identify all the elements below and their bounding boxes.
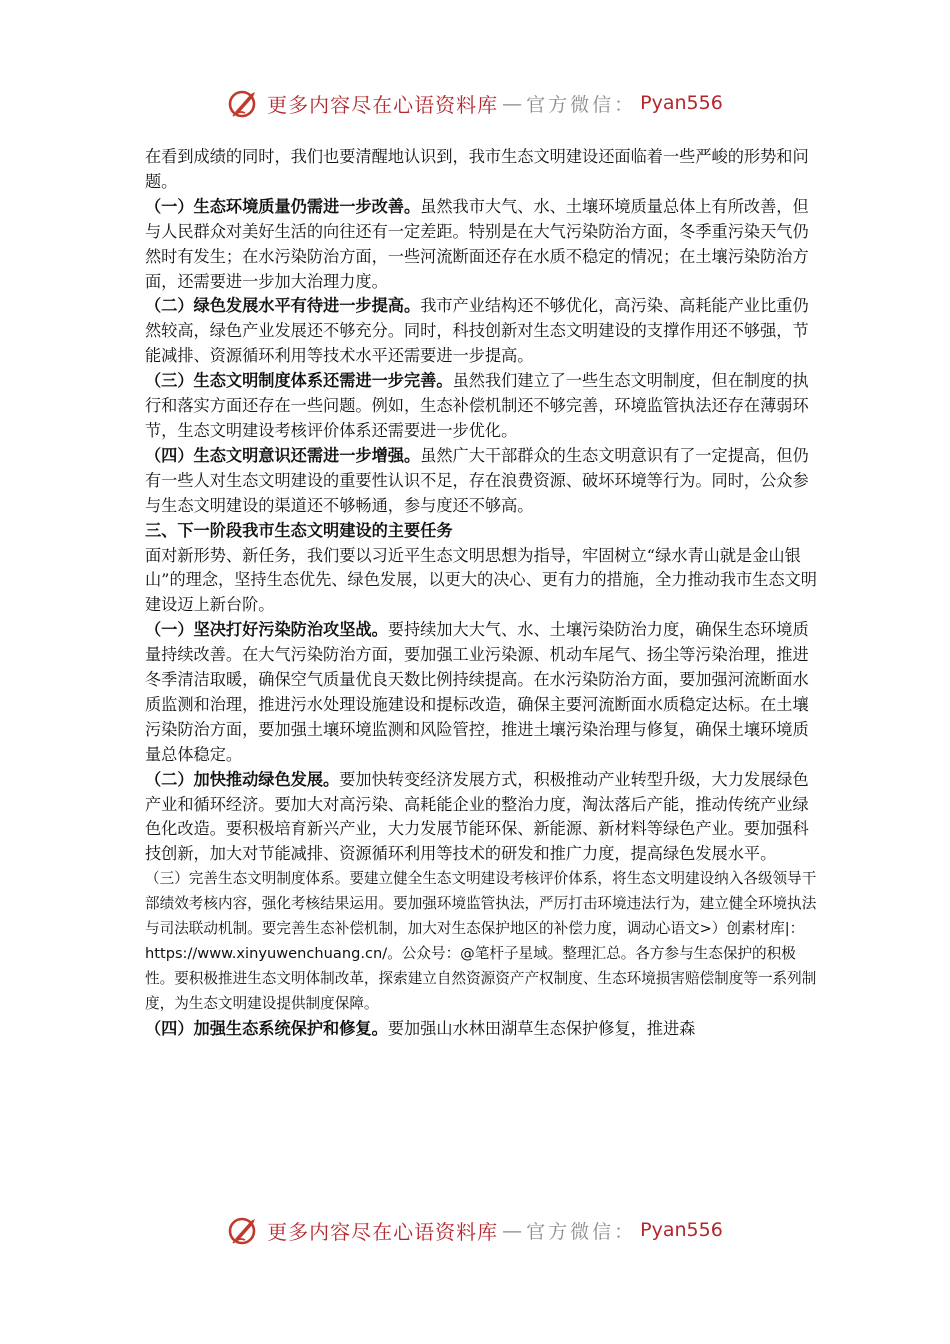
footer-banner bbox=[0, 1210, 950, 1250]
banner-brand: 更多内容尽在心语资料库 bbox=[267, 92, 499, 117]
paragraph-heading: （一）坚决打好污染防治攻坚战。 bbox=[145, 620, 388, 640]
paragraph-heading: （二）绿色发展水平有待进一步提高。 bbox=[145, 296, 421, 316]
banner-brand: 更多内容尽在心语资料库 bbox=[267, 1219, 499, 1244]
paragraph: （三）完善生态文明制度体系。要建立健全生态文明建设考核评价体系，将生态文明建设纳入各级领导干部绩效考核内容，强化考核结果运用。要加强环境监管执法，严厉打击环境违法行为，建立健全环境执法与司法联动机制。要完善生态补偿机制，加大对生态保护地区的补偿力度，调动心语文>）创素材库|：https://www.xinyuwenchuang.cn/。公众号：@笔杆子星域。整理汇总。各方参与生态保护的积极性。要积极推进生态文明体制改革，探索建立自然资源资产产权制度、生态环境损害赔偿制度等一系列制度，为生态文明建设提供制度保障。 bbox=[145, 870, 817, 1012]
header-banner bbox=[0, 83, 950, 123]
paragraph-heading: （一）生态环境质量仍需进一步改善。 bbox=[145, 196, 421, 216]
banner-wechat-id: Pyan556 bbox=[640, 1219, 723, 1241]
banner-subtitle: 官方微信： bbox=[526, 93, 637, 116]
pen-logo-icon bbox=[227, 86, 261, 120]
paragraph-heading: （三）生态文明制度体系还需进一步完善。 bbox=[145, 371, 453, 391]
banner-wechat-id: Pyan556 bbox=[640, 92, 723, 114]
paragraph: 面对新形势、新任务，我们要以习近平生态文明思想为指导，牢固树立“绿水青山就是金山银山”的理念，坚持生态优先、绿色发展，以更大的决心、更有力的措施，全力推动我市生态文明建设迈上新台阶。 bbox=[145, 545, 817, 615]
paragraph: （一）坚决打好污染防治攻坚战。要持续加大大气、水、土壤污染防治力度，确保生态环境质量持续改善。在大气污染防治方面，要加强工业污染源、机动车尾气、扬尘等污染治理，推进冬季清洁取暖，确保空气质量优良天数比例持续提高。在水污染防治方面，要加强河流断面水质监测和治理，推进污水处理设施建设和提标改造，确保主要河流断面水质稳定达标。在土壤污染防治方面，要加强土壤环境监测和风险管控，推进土壤污染治理与修复，确保土壤环境质量总体稳定。 bbox=[145, 620, 809, 764]
paragraph: （二）加快推动绿色发展。要加快转变经济发展方式，积极推动产业转型升级，大力发展绿色产业和循环经济。要加大对高污染、高耗能企业的整治力度，淘汰落后产能，推动传统产业绿色化改造。要积极培育新兴产业，大力发展节能环保、新能源、新材料等绿色产业。要加强科技创新，加大对节能减排、资源循环利用等技术的研发和推广力度，提高绿色发展水平。 bbox=[145, 769, 809, 864]
paragraph-heading: （二）加快推动绿色发展。 bbox=[145, 769, 340, 789]
paragraph-heading: （四）生态文明意识还需进一步增强。 bbox=[145, 445, 421, 465]
banner-separator: — bbox=[502, 1218, 523, 1242]
paragraph: （三）生态文明制度体系还需进一步完善。虽然我们建立了一些生态文明制度，但在制度的执行和落实方面还存在一些问题。例如，生态补偿机制还不够完善，环境监管执法还存在薄弱环节，生态文明建设考核评价体系还需要进一步优化。 bbox=[145, 371, 809, 440]
paragraph: （四）加强生态系统保护和修复。要加强山水林田湖草生态保护修复，推进森 bbox=[145, 1018, 696, 1038]
paragraph: 在看到成绩的同时，我们也要清醒地认识到，我市生态文明建设还面临着一些严峻的形势和问题。 bbox=[145, 147, 809, 191]
paragraph-heading: （四）加强生态系统保护和修复。 bbox=[145, 1018, 388, 1038]
banner-subtitle: 官方微信： bbox=[526, 1220, 637, 1243]
pen-logo-icon bbox=[227, 1213, 261, 1247]
section-heading: 三、下一阶段我市生态文明建设的主要任务 bbox=[145, 520, 453, 540]
banner-separator: — bbox=[502, 91, 523, 115]
paragraph: （二）绿色发展水平有待进一步提高。我市产业结构还不够优化，高污染、高耗能产业比重仍然较高，绿色产业发展还不够充分。同时，科技创新对生态文明建设的支撑作用还不够强，节能减排、资源循环利用等技术水平还需要进一步提高。 bbox=[145, 296, 809, 366]
document-body bbox=[145, 145, 817, 1042]
paragraph: （一）生态环境质量仍需进一步改善。虽然我市大气、水、土壤环境质量总体上有所改善，但与人民群众对美好生活的向往还有一定差距。特别是在大气污染防治方面，冬季重污染天气仍然时有发生；在水污染防治方面，一些河流断面还存在水质不稳定的情况；在土壤污染防治方面，还需要进一步加大治理力度。 bbox=[145, 196, 809, 291]
paragraph: （四）生态文明意识还需进一步增强。虽然广大干部群众的生态文明意识有了一定提高，但仍有一些人对生态文明建设的重要性认识不足，存在浪费资源、破坏环境等行为。同时，公众参与生态文明建设的渠道还不够畅通，参与度还不够高。 bbox=[145, 445, 809, 515]
